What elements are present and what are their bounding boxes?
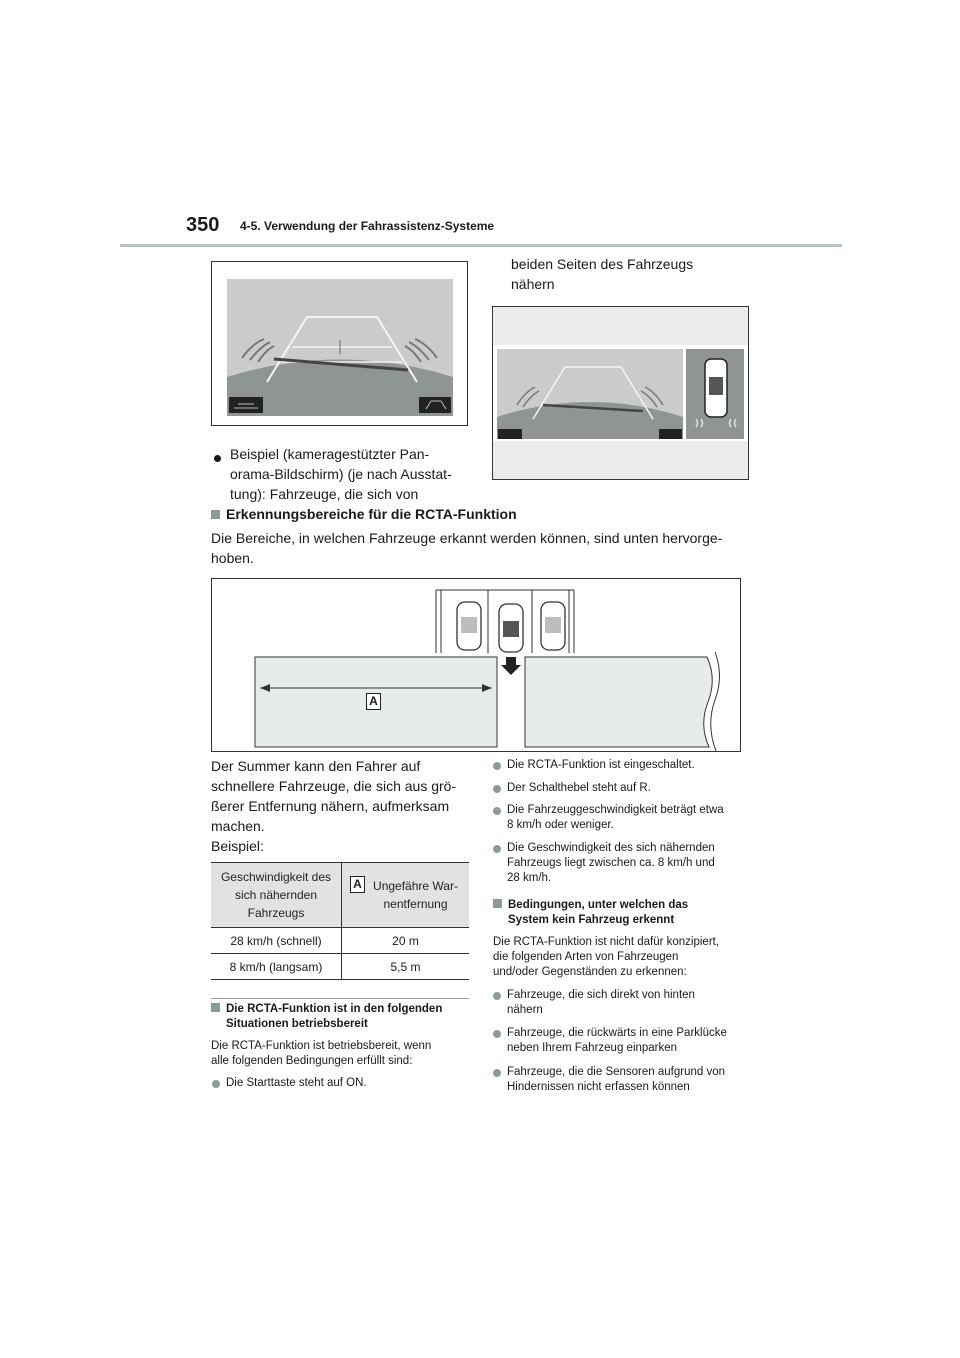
text-line: 28 km/h.: [507, 872, 552, 884]
not-detected-intro: [493, 935, 719, 980]
text-line: die folgenden Arten von Fahrzeugen: [493, 951, 679, 963]
header-line: Ungefähre War-: [373, 879, 458, 893]
text-line: Fahrzeuge, die rückwärts in eine Parklücke: [507, 1027, 727, 1039]
speed-distance-table: [211, 862, 469, 980]
header-divider: [120, 244, 842, 247]
text-line: nähern: [507, 1004, 543, 1016]
text-line: Fahrzeugs liegt zwischen ca. 8 km/h und: [507, 857, 715, 869]
bullet-dot: [214, 455, 221, 462]
header-speed-cell: [211, 863, 342, 928]
speed-cell: 8 km/h (langsam): [211, 954, 342, 980]
distance-cell: 5,5 m: [342, 954, 470, 980]
area-a-badge: A: [366, 693, 381, 710]
operational-bullet: [507, 781, 651, 796]
section-square-icon: [211, 510, 220, 519]
bullet-dot: [493, 807, 501, 815]
header-distance-cell: [342, 863, 470, 928]
text-line: Der Schalthebel steht auf R.: [507, 782, 651, 794]
not-detected-bullet: [507, 988, 695, 1018]
detection-description: [211, 528, 722, 568]
text-line: Beispiel (kameragestützter Pan-: [230, 446, 430, 462]
buzzer-text: [211, 756, 456, 836]
text-line: Fahrzeuge, die die Sensoren aufgrund von: [507, 1066, 726, 1078]
text-line: hoben.: [211, 550, 254, 566]
bullet-dot: [493, 1030, 501, 1038]
text-line: machen.: [211, 818, 265, 834]
detection-heading: [211, 506, 517, 522]
text-line: 8 km/h oder weniger.: [507, 819, 614, 831]
section-square-icon: [211, 1003, 220, 1012]
bullet-dot: [493, 1069, 501, 1077]
text-line: alle folgenden Bedingungen erfüllt sind:: [211, 1055, 413, 1067]
header-line: sich nähernden: [234, 888, 318, 902]
heading-line: Bedingungen, unter welchen das: [508, 899, 689, 911]
bullet-dot: [493, 845, 501, 853]
distance-cell: 20 m: [342, 928, 470, 954]
not-detected-heading: [493, 898, 688, 928]
heading-line: Die RCTA-Funktion ist in den folgenden: [226, 1003, 443, 1015]
bullet-dot: [493, 992, 501, 1000]
rear-camera-figure: [211, 261, 468, 426]
operational-bullet: Die Starttaste steht auf ON.: [226, 1077, 367, 1089]
heading-text: Erkennungsbereiche für die RCTA-Funktion: [226, 506, 517, 522]
text-line: Hindernissen nicht erfassen können: [507, 1081, 690, 1093]
table-row: [211, 954, 469, 980]
panorama-example-text: [230, 444, 452, 504]
table-row: [211, 928, 469, 954]
text-line: Die RCTA-Funktion ist eingeschaltet.: [507, 759, 695, 771]
panorama-example-continuation: [511, 254, 693, 294]
header-line: Geschwindigkeit des: [220, 870, 332, 884]
section-title: 4-5. Verwendung der Fahrassistenz-Systeme: [240, 219, 495, 233]
bullet-dot: [212, 1080, 220, 1088]
not-detected-bullet: [507, 1026, 727, 1056]
section-square-icon: [493, 899, 502, 908]
text-line: beiden Seiten des Fahrzeugs: [511, 256, 694, 272]
text-line: nähern: [511, 276, 555, 292]
text-line: Die Geschwindigkeit des sich nähernden: [507, 842, 715, 854]
section-divider: [211, 998, 469, 999]
text-line: und/oder Gegenständen zu erkennen:: [493, 966, 687, 978]
area-a-badge: A: [350, 876, 365, 893]
text-line: tung): Fahrzeuge, die sich von: [230, 486, 419, 502]
not-detected-bullet: [507, 1065, 725, 1095]
operational-bullet: [507, 803, 724, 833]
text-line: Fahrzeuge, die sich direkt von hinten: [507, 989, 695, 1001]
text-line: Die Fahrzeuggeschwindigkeit beträgt etwa: [507, 804, 724, 816]
text-line: orama-Bildschirm) (je nach Ausstat-: [230, 466, 452, 482]
heading-line: Situationen betriebsbereit: [226, 1018, 368, 1030]
operational-intro: [211, 1039, 431, 1069]
page-number: 350: [186, 214, 220, 236]
text-line: Der Summer kann den Fahrer auf: [211, 758, 421, 774]
text-line: Die Bereiche, in welchen Fahrzeuge erkannt werden können, sind unten hervorge-: [211, 530, 723, 546]
text-line: ßerer Entfernung nähern, aufmerksam: [211, 798, 450, 814]
example-label: Beispiel:: [211, 838, 264, 854]
text-line: Die RCTA-Funktion ist betriebsbereit, wenn: [211, 1040, 432, 1052]
detection-area-figure: [211, 578, 741, 752]
table-header-row: [211, 863, 469, 928]
text-line: neben Ihrem Fahrzeug einparken: [507, 1042, 678, 1054]
operational-bullet: [507, 841, 715, 886]
operational-bullet: [507, 758, 695, 773]
bullet-dot: [493, 785, 501, 793]
text-line: Die RCTA-Funktion ist nicht dafür konzipiert,: [493, 936, 720, 948]
speed-cell: 28 km/h (schnell): [211, 928, 342, 954]
header-line: Fahrzeugs: [247, 906, 305, 920]
header-line: nentfernung: [383, 897, 448, 911]
heading-line: System kein Fahrzeug erkennt: [508, 914, 675, 926]
panorama-screen-figure: [492, 306, 749, 480]
text-line: schnellere Fahrzeuge, die sich aus grö-: [211, 778, 457, 794]
bullet-dot: [493, 762, 501, 770]
operational-heading: [211, 1002, 442, 1032]
